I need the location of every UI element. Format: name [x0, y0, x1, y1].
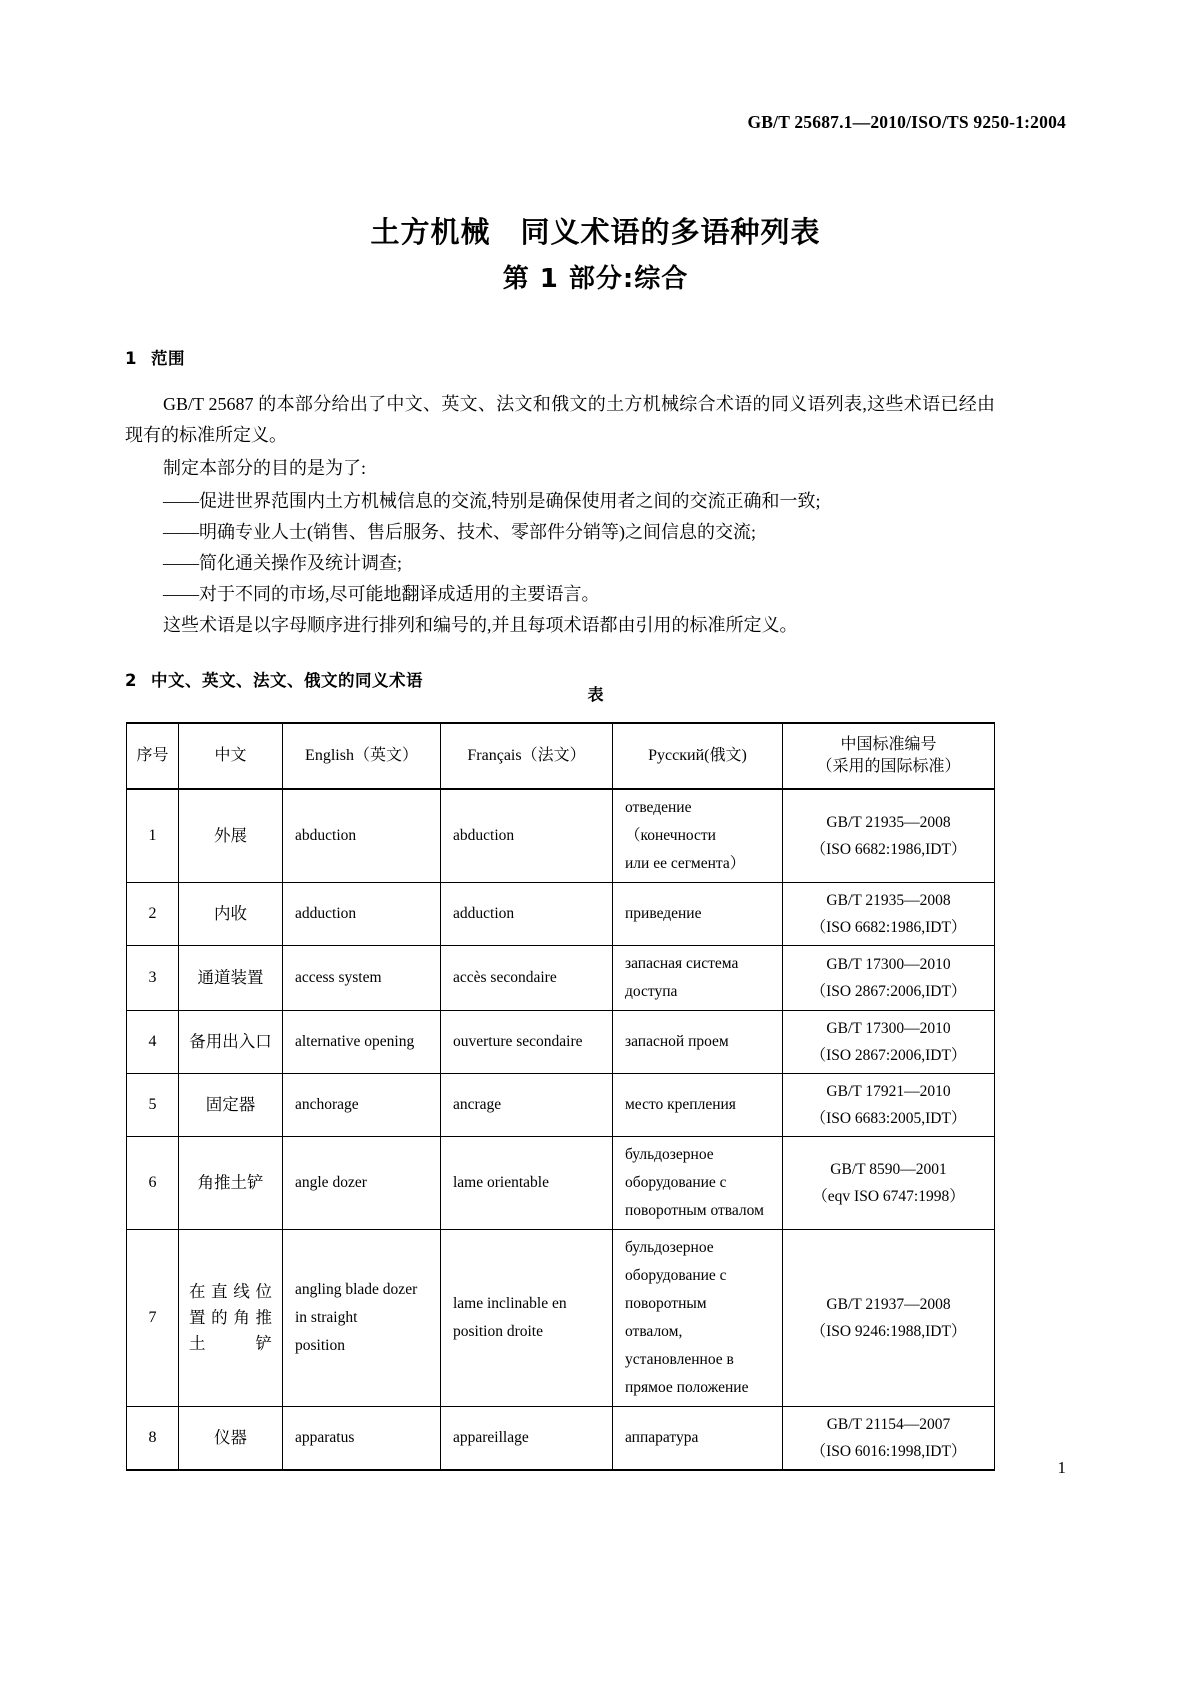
cell-std	[783, 789, 995, 883]
cell-ru-line: место крепления	[625, 1096, 736, 1113]
cell-no: 3	[127, 946, 179, 1011]
cell-ru-line: аппаратура	[625, 1429, 699, 1446]
table-row	[127, 1137, 995, 1230]
cell-zh: 通道装置	[179, 946, 283, 1011]
cell-zh	[179, 1230, 283, 1407]
cell-zh: 外展	[179, 789, 283, 883]
cell-std-line: （eqv ISO 6747:1998）	[812, 1188, 965, 1205]
cell-zh-line: 在 直 线 位	[189, 1282, 272, 1301]
cell-ru-line: оборудование с	[625, 1267, 727, 1284]
cell-ru-line: бульдозерное	[625, 1239, 714, 1256]
section-2-number: 2	[125, 671, 137, 690]
cell-zh: 内收	[179, 883, 283, 946]
cell-en: anchorage	[283, 1074, 441, 1137]
cell-std-line: GB/T 21935—2008	[826, 892, 951, 909]
cell-std-line: （ISO 6016:1998,IDT）	[810, 1443, 967, 1460]
section-1-paragraph-1: GB/T 25687 的本部分给出了中文、英文、法文和俄文的土方机械综合术语的同义语列表,这些术语已经由现有的标准所定义。	[125, 394, 995, 445]
section-1-number: 1	[125, 349, 137, 368]
cell-std-line: GB/T 21937—2008	[826, 1296, 951, 1313]
section-1-bullet-2: ——明确专业人士(销售、售后服务、技术、零部件分销等)之间信息的交流;	[163, 522, 756, 542]
section-1-bullet-3: ——简化通关操作及统计调查;	[163, 553, 402, 573]
cell-std-line: （ISO 6682:1986,IDT）	[810, 919, 967, 936]
document-title: 土方机械 同义术语的多语种列表	[370, 215, 821, 249]
cell-std	[783, 1230, 995, 1407]
column-header-fr: Français（法文）	[441, 723, 613, 789]
cell-zh: 固定器	[179, 1074, 283, 1137]
cell-no: 2	[127, 883, 179, 946]
cell-fr-line: lame inclinable en	[453, 1295, 567, 1312]
cell-std-line: （ISO 6683:2005,IDT）	[810, 1110, 967, 1127]
cell-std-line: GB/T 8590—2001	[830, 1161, 947, 1178]
table-header-row	[127, 723, 995, 789]
cell-no: 7	[127, 1230, 179, 1407]
section-1-bullet-1: ——促进世界范围内土方机械信息的交流,特别是确保使用者之间的交流正确和一致;	[163, 491, 821, 511]
cell-ru	[613, 1407, 783, 1471]
table-caption: 表	[587, 685, 604, 704]
cell-no: 8	[127, 1407, 179, 1471]
cell-no: 5	[127, 1074, 179, 1137]
section-2-title: 中文、英文、法文、俄文的同义术语	[151, 671, 423, 690]
cell-std	[783, 1074, 995, 1137]
cell-std-line: GB/T 17921—2010	[826, 1083, 951, 1100]
cell-std	[783, 946, 995, 1011]
cell-std-line: （ISO 2867:2006,IDT）	[810, 1047, 967, 1064]
cell-fr: abduction	[441, 789, 613, 883]
table-row	[127, 789, 995, 883]
cell-en: abduction	[283, 789, 441, 883]
cell-zh-line: 土铲	[189, 1334, 272, 1353]
page-number: 1	[1057, 1458, 1066, 1477]
cell-zh: 备用出入口	[179, 1011, 283, 1074]
cell-fr-line: position droite	[453, 1323, 543, 1340]
cell-std-line: GB/T 17300—2010	[826, 956, 951, 973]
cell-en: alternative opening	[283, 1011, 441, 1074]
cell-ru	[613, 1137, 783, 1230]
cell-std-line: （ISO 9246:1988,IDT）	[810, 1323, 967, 1340]
cell-fr: appareillage	[441, 1407, 613, 1471]
cell-ru-line: отвалом,	[625, 1323, 683, 1340]
cell-std-line: GB/T 21154—2007	[826, 1416, 951, 1433]
cell-en: angle dozer	[283, 1137, 441, 1230]
table-row	[127, 1074, 995, 1137]
cell-no: 1	[127, 789, 179, 883]
section-1-paragraph-2: 制定本部分的目的是为了:	[163, 458, 366, 478]
cell-ru-line: （конечности	[625, 827, 716, 844]
cell-en: access system	[283, 946, 441, 1011]
cell-en-line: in straight	[295, 1309, 358, 1326]
cell-ru-line: приведение	[625, 905, 702, 922]
cell-fr: adduction	[441, 883, 613, 946]
cell-fr: ouverture secondaire	[441, 1011, 613, 1074]
cell-en-line: position	[295, 1337, 345, 1354]
cell-en	[283, 1230, 441, 1407]
column-header-std-line1: 中国标准编号	[840, 736, 937, 753]
cell-std-line: GB/T 17300—2010	[826, 1020, 951, 1037]
cell-fr: ancrage	[441, 1074, 613, 1137]
cell-zh: 角推土铲	[179, 1137, 283, 1230]
column-header-ru: Русский(俄文)	[613, 723, 783, 789]
cell-zh: 仪器	[179, 1407, 283, 1471]
table-row	[127, 946, 995, 1011]
table-row	[127, 1407, 995, 1471]
column-header-std-line2: （采用的国际标准）	[816, 758, 961, 775]
terms-table-wrapper	[126, 722, 994, 1471]
cell-fr: accès secondaire	[441, 946, 613, 1011]
cell-std-line: （ISO 6682:1986,IDT）	[810, 841, 967, 858]
cell-ru-line: прямое положение	[625, 1379, 749, 1396]
cell-en-line: angling blade dozer	[295, 1281, 418, 1298]
terms-table	[126, 722, 995, 1471]
cell-ru	[613, 1074, 783, 1137]
document-subtitle: 第 1 部分:综合	[502, 264, 689, 294]
table-row	[127, 1230, 995, 1407]
cell-ru	[613, 883, 783, 946]
cell-ru	[613, 789, 783, 883]
column-header-std	[783, 723, 995, 789]
cell-ru-line: или ее сегмента）	[625, 855, 746, 872]
table-row	[127, 1011, 995, 1074]
cell-fr: lame orientable	[441, 1137, 613, 1230]
column-header-no: 序号	[127, 723, 179, 789]
cell-zh-line: 置 的 角 推	[189, 1308, 272, 1327]
cell-std	[783, 1137, 995, 1230]
cell-no: 6	[127, 1137, 179, 1230]
section-1-paragraph-3: 这些术语是以字母顺序进行排列和编号的,并且每项术语都由引用的标准所定义。	[163, 615, 798, 635]
cell-ru-line: запасная система	[625, 955, 739, 972]
cell-no: 4	[127, 1011, 179, 1074]
cell-std-line: （ISO 2867:2006,IDT）	[810, 983, 967, 1000]
cell-ru-line: бульдозерное	[625, 1146, 714, 1163]
cell-ru-line: установленное в	[625, 1351, 734, 1368]
cell-ru-line: отведение	[625, 799, 692, 816]
cell-ru-line: запасной проем	[625, 1033, 729, 1050]
column-header-zh: 中文	[179, 723, 283, 789]
table-row	[127, 883, 995, 946]
cell-ru	[613, 1011, 783, 1074]
cell-ru	[613, 1230, 783, 1407]
cell-ru	[613, 946, 783, 1011]
cell-ru-line: поворотным отвалом	[625, 1202, 764, 1219]
cell-en: apparatus	[283, 1407, 441, 1471]
cell-ru-line: доступа	[625, 983, 678, 1000]
cell-en: adduction	[283, 883, 441, 946]
body-content	[125, 345, 995, 691]
table-body	[127, 789, 995, 1470]
section-1-bullet-4: ——对于不同的市场,尽可能地翻译成适用的主要语言。	[163, 584, 600, 604]
cell-std	[783, 1011, 995, 1074]
section-1-heading	[125, 345, 995, 369]
column-header-en: English（英文）	[283, 723, 441, 789]
running-header: GB/T 25687.1—2010/ISO/TS 9250-1:2004	[747, 112, 1066, 132]
cell-ru-line: поворотным	[625, 1295, 707, 1312]
section-1-title: 范围	[151, 349, 185, 368]
cell-std	[783, 1407, 995, 1471]
cell-ru-line: оборудование с	[625, 1174, 727, 1191]
cell-std	[783, 883, 995, 946]
cell-std-line: GB/T 21935—2008	[826, 814, 951, 831]
cell-fr	[441, 1230, 613, 1407]
